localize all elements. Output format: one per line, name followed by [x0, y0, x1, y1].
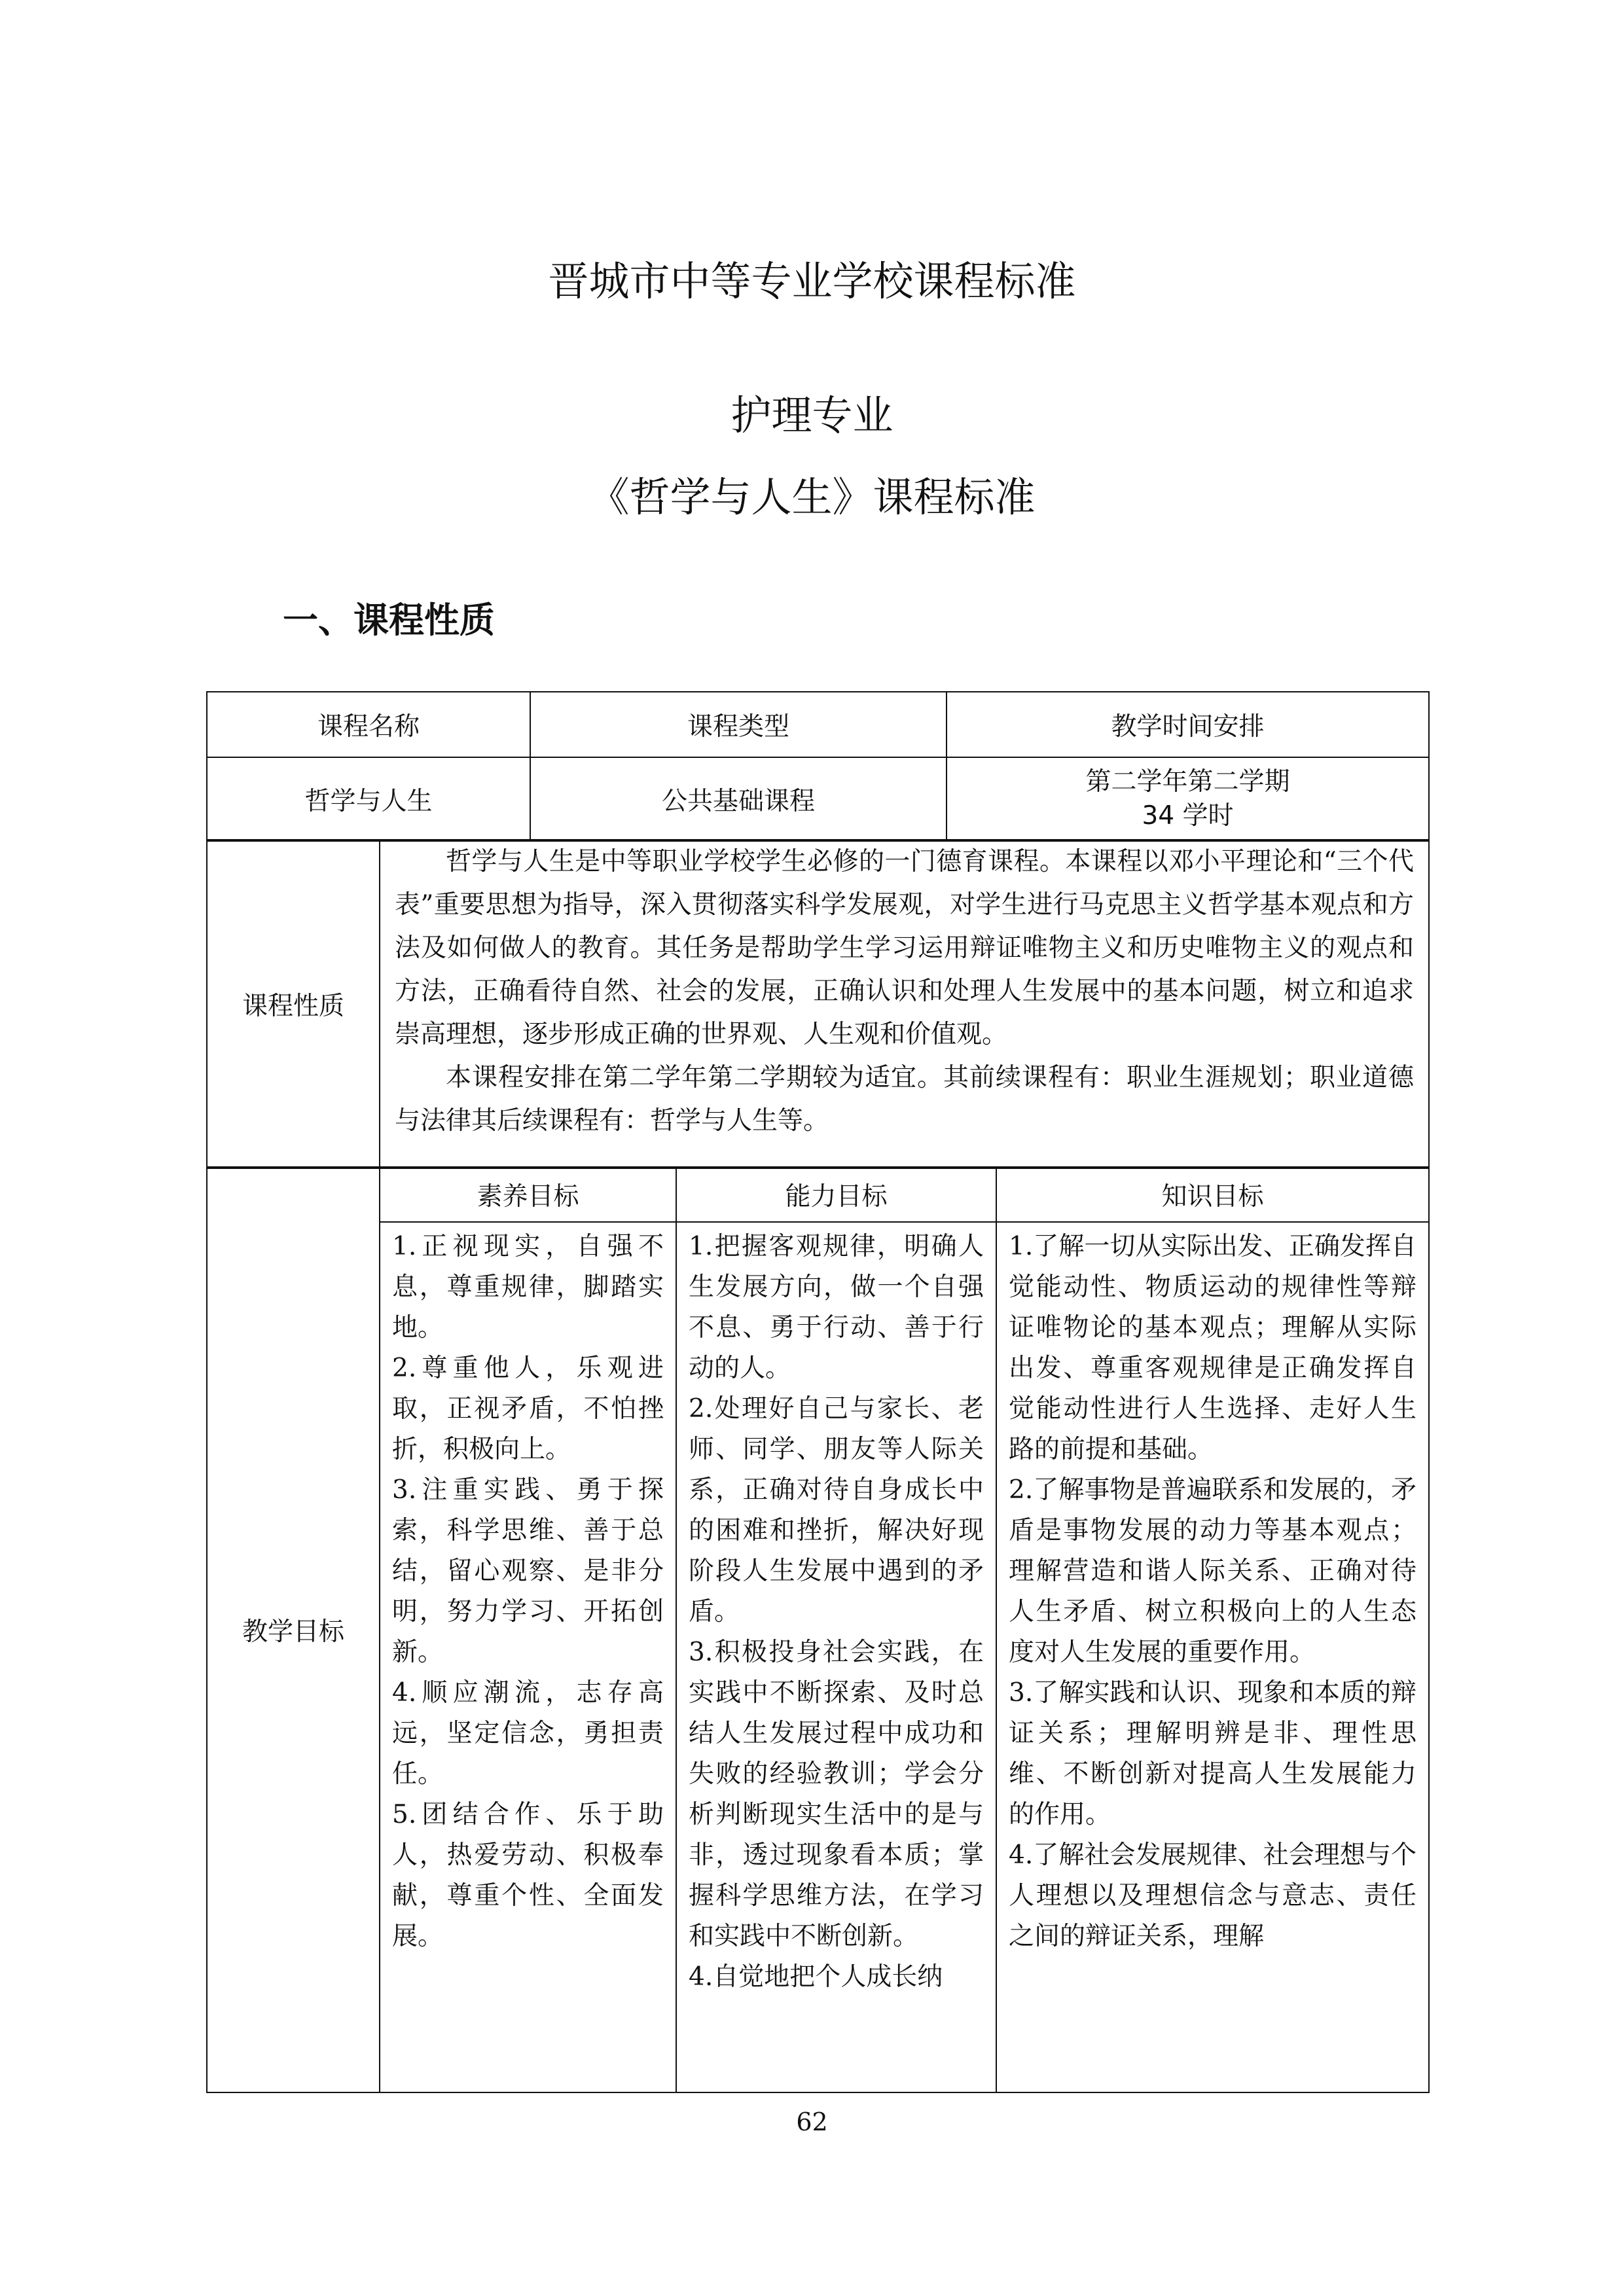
nature-paragraph: 本课程安排在第二学年第二学期较为适宜。其前续课程有：职业生涯规划；职业道德与法律其后续课程有：哲学与人生等。 [395, 1063, 1414, 1136]
list-item: 2.了解事物是普遍联系和发展的，矛盾是事物发展的动力等基本观点；理解营造和谐人际关系、正确对待人生矛盾、树立积极向上的人生态度对人生发展的重要作用。 [1009, 1475, 1416, 1667]
list-item: 4.自觉地把个人成长纳 [689, 1962, 943, 1992]
header-knowledge-goals: 知识目标 [996, 1167, 1429, 1222]
table-header-row [207, 692, 1429, 757]
table-row [207, 757, 1429, 841]
list-item: 1.了解一切从实际出发、正确发挥自觉能动性、物质运动的规律性等辩证唯物论的基本观点；理解从实际出发、尊重客观规律是正确发挥自觉能动性进行人生选择、走好人生路的前提和基础。 [1009, 1232, 1416, 1464]
list-item: 3.注重实践、勇于探索，科学思维、善于总结，留心观察、是非分明，努力学习、开拓创新。 [392, 1475, 664, 1667]
section-heading: 一、课程性质 [283, 600, 495, 641]
list-item: 2.尊重他人，乐观进取，正视矛盾，不怕挫折，积极向上。 [392, 1354, 664, 1464]
nature-body [380, 840, 1429, 1168]
literacy-goals-cell [380, 1222, 676, 2092]
course-standard-title: 《哲学与人生》课程标准 [588, 473, 1036, 521]
schedule-hours: 34 学时 [1142, 801, 1234, 831]
table-row [207, 840, 1429, 1168]
course-name-value: 哲学与人生 [207, 757, 530, 841]
list-item: 4.顺应潮流，志存高远，坚定信念，勇担责任。 [392, 1678, 664, 1789]
list-item: 3.积极投身社会实践，在实践中不断探索、及时总结人生发展过程中成功和失败的经验教训；学会分析判断现实生活中的是与非，透过现象看本质；掌握科学思维方法，在学习和实践中不断创新。 [689, 1638, 984, 1951]
list-item: 4.了解社会发展规律、社会理想与个人理想以及理想信念与意志、责任之间的辩证关系，理解 [1009, 1840, 1416, 1951]
teaching-goals-table [206, 1166, 1430, 2093]
list-item: 5.团结合作、乐于助人，热爱劳动、积极奉献，尊重个性、全面发展。 [392, 1800, 664, 1951]
header-literacy-goals: 素养目标 [380, 1167, 676, 1222]
list-item: 3.了解实践和认识、现象和本质的辩证关系；理解明辨是非、理性思维、不断创新对提高人生发展能力的作用。 [1009, 1678, 1416, 1829]
ability-goals-cell [676, 1222, 996, 2092]
nature-label: 课程性质 [207, 840, 380, 1168]
major-title: 护理专业 [731, 391, 893, 439]
nature-paragraph: 哲学与人生是中等职业学校学生必修的一门德育课程。本课程以邓小平理论和“三个代表”重要思想为指导，深入贯彻落实科学发展观，对学生进行马克思主义哲学基本观点和方法及如何做人的教育。其任务是帮助学生学习运用辩证唯物主义和历史唯物主义的观点和方法，正确看待自然、社会的发展，正确认识和处理人生发展中的基本问题，树立和追求崇高理想，逐步形成正确的世界观、人生观和价值观。 [395, 847, 1414, 1049]
list-item: 1.正视现实，自强不息，尊重规律，脚踏实地。 [392, 1232, 664, 1342]
goals-label: 教学目标 [207, 1167, 380, 2092]
goals-header-row [207, 1167, 1429, 1222]
page-number: 62 [796, 2108, 828, 2136]
header-course-type: 课程类型 [530, 692, 947, 757]
list-item: 1.把握客观规律，明确人生发展方向，做一个自强不息、勇于行动、善于行动的人。 [689, 1232, 984, 1383]
schedule-value [947, 757, 1429, 841]
document-main-title: 晋城市中等专业学校课程标准 [548, 257, 1076, 305]
course-info-table [206, 691, 1430, 842]
course-nature-table [206, 839, 1430, 1169]
course-type-value: 公共基础课程 [530, 757, 947, 841]
header-course-name: 课程名称 [207, 692, 530, 757]
header-schedule: 教学时间安排 [947, 692, 1429, 757]
header-ability-goals: 能力目标 [676, 1167, 996, 1222]
knowledge-goals-cell [996, 1222, 1429, 2092]
goals-content-row [207, 1222, 1429, 2092]
list-item: 2.处理好自己与家长、老师、同学、朋友等人际关系，正确对待自身成长中的困难和挫折，解决好现阶段人生发展中遇到的矛盾。 [689, 1394, 984, 1626]
schedule-semester: 第二学年第二学期 [1085, 767, 1290, 797]
